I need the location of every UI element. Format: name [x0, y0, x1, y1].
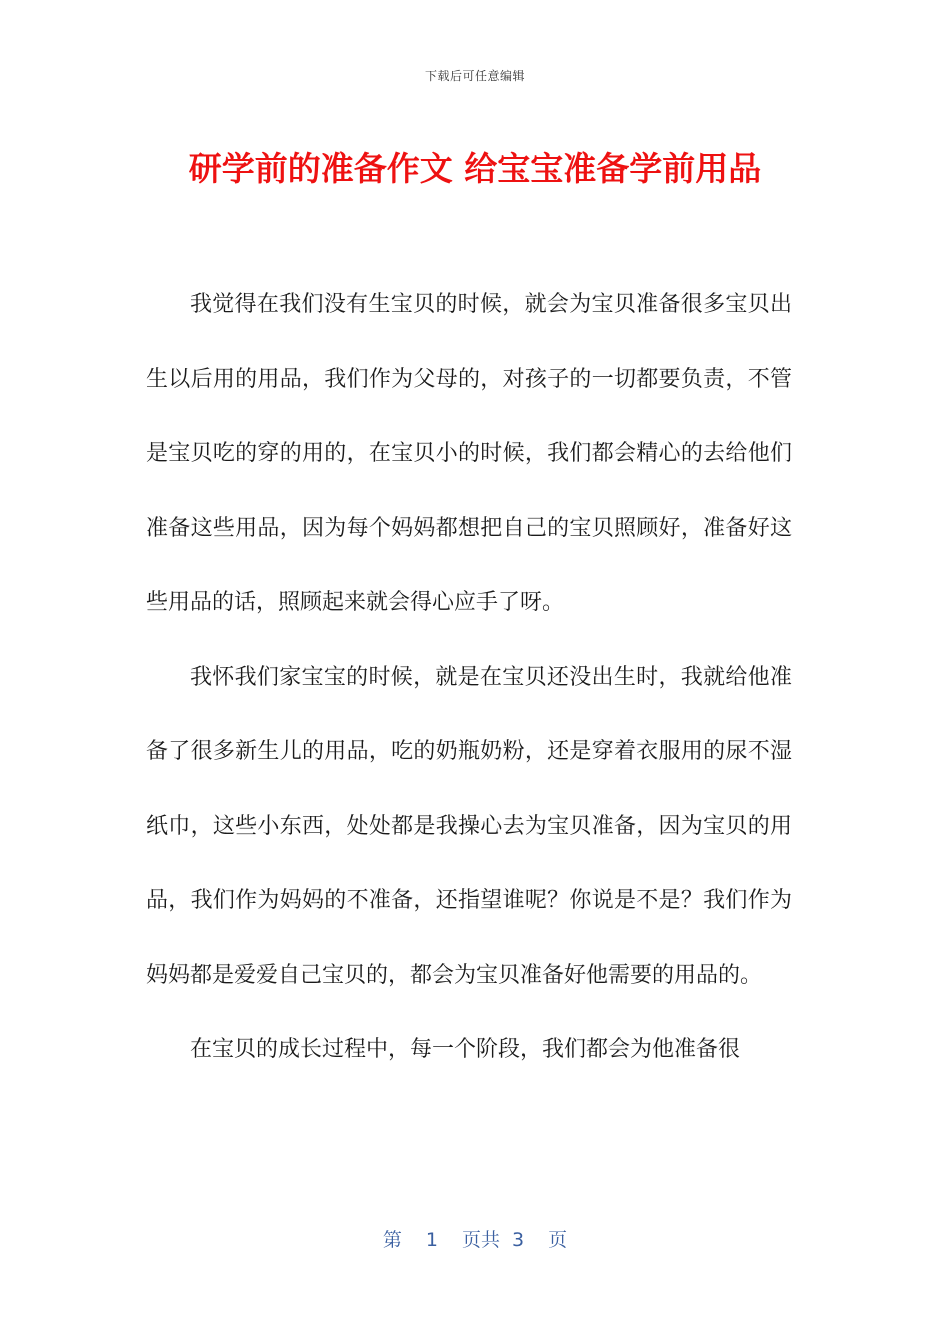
header-note: 下载后可任意编辑 [424, 69, 525, 83]
total-pages-number: 3 [512, 1229, 525, 1251]
page-prefix: 第 [382, 1229, 402, 1251]
page-footer [0, 1225, 950, 1252]
document-title: 研学前的准备作文 给宝宝准备学前用品 [188, 149, 762, 188]
document-body [146, 268, 792, 1088]
page-suffix: 页 [548, 1229, 568, 1251]
paragraph-1: 我觉得在我们没有生宝贝的时候，就会为宝贝准备很多宝贝出生以后用的用品，我们作为父母的，对孩子的一切都要负责，不管是宝贝吃的穿的用的，在宝贝小的时候，我们都会精心的去给他们准备这些用品，因为每个妈妈都想把自己的宝贝照顾好，准备好这些用品的话，照顾起来就会得心应手了呀。 [146, 292, 792, 615]
paragraph-2: 我怀我们家宝宝的时候，就是在宝贝还没出生时，我就给他准备了很多新生儿的用品，吃的奶瓶奶粉，还是穿着衣服用的尿不湿纸巾，这些小东西，处处都是我操心去为宝贝准备，因为宝贝的用品，我们作为妈妈的不准备，还指望谁呢？你说是不是？我们作为妈妈都是爱爱自己宝贝的，都会为宝贝准备好他需要的用品的。 [146, 664, 792, 988]
page-mid-label: 页共 [461, 1229, 500, 1251]
paragraph-3: 在宝贝的成长过程中，每一个阶段，我们都会为他准备很 [190, 1037, 741, 1062]
current-page-number: 1 [425, 1229, 438, 1251]
